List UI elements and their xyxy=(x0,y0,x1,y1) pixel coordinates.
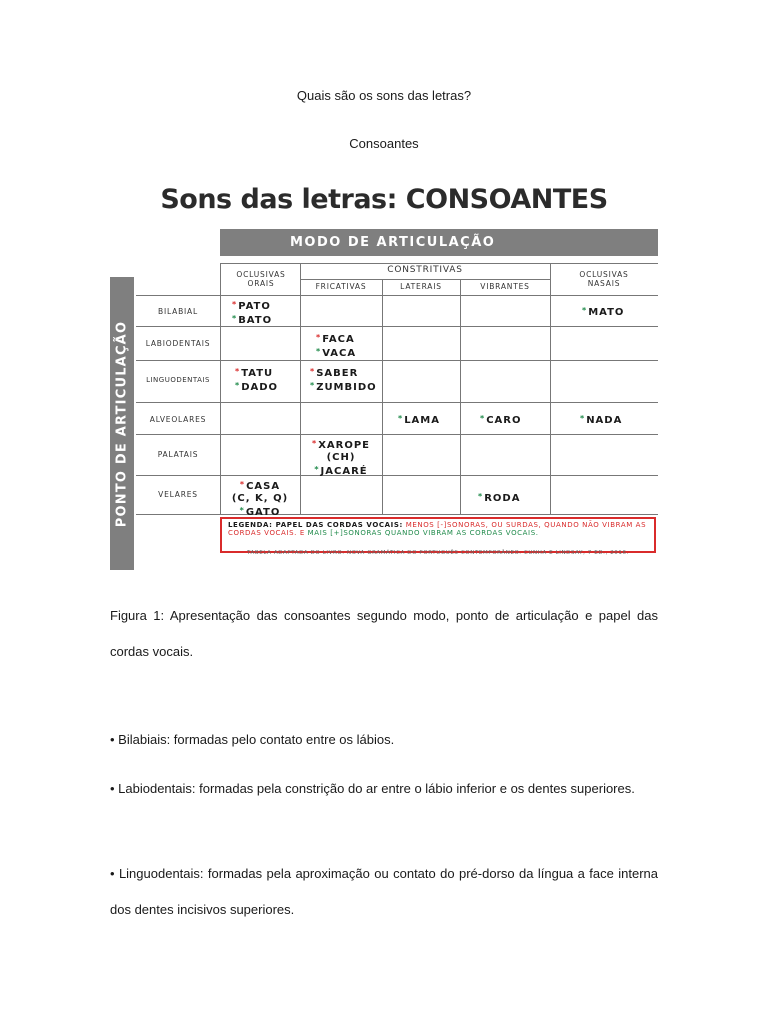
voiceless-marker: * xyxy=(239,480,246,489)
voiced-marker: * xyxy=(316,347,322,356)
legend-connector: E xyxy=(299,529,305,537)
grid-line xyxy=(136,360,658,361)
word-jacare: JACARÉ xyxy=(320,466,368,477)
grid-line xyxy=(550,263,551,515)
row-label-linguodentais: LINGUODENTAIS xyxy=(146,376,210,384)
col-header-laterais: LATERAIS xyxy=(400,282,442,291)
voiced-marker: * xyxy=(398,414,404,423)
voiced-marker: * xyxy=(478,492,484,501)
grid-line xyxy=(136,326,658,327)
word-pato: PATO xyxy=(238,301,271,312)
voiced-marker: * xyxy=(480,414,486,423)
grid-line xyxy=(136,514,658,515)
word-gato: GATO xyxy=(245,507,281,518)
col-header-constritivas: CONSTRITIVAS xyxy=(387,265,463,275)
col-header-fricativas: FRICATIVAS xyxy=(315,282,367,291)
col-header-oclusivas-nasais: OCLUSIVAS NASAIS xyxy=(579,270,629,288)
figure-caption: Figura 1: Apresentação das consoantes segundo modo, ponto de articulação e papel das cordas vocais. xyxy=(110,608,658,659)
word-caro: CARO xyxy=(486,415,522,426)
grid-line xyxy=(136,295,658,296)
voiced-marker: * xyxy=(235,381,241,390)
col-header-oclusivas-orais: OCLUSIVAS ORAIS xyxy=(236,270,286,288)
word-roda: RODA xyxy=(484,493,521,504)
voiceless-marker: * xyxy=(316,333,322,342)
voiced-marker: * xyxy=(232,314,238,323)
voiced-marker: * xyxy=(314,465,320,474)
col-header-vibrantes: VIBRANTES xyxy=(480,282,530,291)
paragraph-linguodentais: • Linguodentais: formadas pela aproximação ou contato do pré-dorso da língua a face interna dos dentes incisivos superiores. xyxy=(110,866,658,917)
word-tatu: TATU xyxy=(241,368,274,379)
word-mato: MATO xyxy=(588,307,625,318)
legend-source: TABELA ADAPTADA DO LIVRO: NOVA GRAMÁTICA DO PORTUGUÊS CONTEMPORÂNEO. CUNHA E LINDSAY, 7 ED., 2016. xyxy=(247,550,629,556)
cell-linguodentais-orais xyxy=(235,366,278,394)
word-faca: FACA xyxy=(322,334,355,345)
consonants-figure xyxy=(110,178,658,570)
cell-velares-orais xyxy=(220,479,300,519)
word-saber: SABER xyxy=(316,368,359,379)
cell-velares-vibrantes xyxy=(478,491,520,505)
word-zumbido: ZUMBIDO xyxy=(316,382,377,393)
section-subtitle: Consoantes xyxy=(349,136,419,151)
word-dado: DADO xyxy=(241,382,279,393)
modo-header-bar xyxy=(220,229,658,256)
word-bato: BATO xyxy=(238,315,273,326)
legend-lead: LEGENDA: PAPEL DAS CORDAS VOCAIS: xyxy=(228,521,403,529)
cell-bilabial-orais xyxy=(232,299,272,327)
cell-linguodentais-fricativas xyxy=(310,366,377,394)
cell-bilabial-nasais xyxy=(582,305,624,319)
word-lama: LAMA xyxy=(404,415,440,426)
grid-line xyxy=(136,402,658,403)
modo-header-label: MODO DE ARTICULAÇÃO xyxy=(290,235,496,250)
row-label-bilabial: BILABIAL xyxy=(158,307,198,316)
word-casa: CASA xyxy=(246,481,281,492)
word-vaca: VACA xyxy=(322,348,357,359)
cell-palatais-fricativas xyxy=(300,438,382,478)
row-label-velares: VELARES xyxy=(158,490,198,499)
row-label-alveolares: ALVEOLARES xyxy=(149,415,207,424)
row-label-labiodentais: LABIODENTAIS xyxy=(145,339,211,348)
grid-line xyxy=(136,434,658,435)
grid-line xyxy=(220,263,221,515)
legend-voiceless: MENOS [-]SONORAS, OU SURDAS, QUANDO NÃO VIBRAM AS CORDAS VOCAIS. xyxy=(228,521,647,537)
cell-alveolares-nasais xyxy=(580,413,622,427)
legend-voiced: MAIS [+]SONORAS QUANDO VIBRAM AS CORDAS VOCAIS. xyxy=(307,529,539,537)
voiced-marker: * xyxy=(582,306,588,315)
page-title: Quais são os sons das letras? xyxy=(296,88,472,103)
grid-line xyxy=(220,263,658,264)
row-label-palatais: PALATAIS xyxy=(157,450,199,459)
voiced-marker: * xyxy=(310,381,316,390)
ponto-header-label: PONTO DE ARTICULAÇÃO xyxy=(114,320,130,527)
cell-alveolares-laterais xyxy=(398,413,440,427)
grid-line xyxy=(136,475,658,476)
paragraph-bilabiais: • Bilabiais: formadas pelo contato entre os lábios. xyxy=(110,732,395,747)
paragraph-labiodentais: • Labiodentais: formadas pela constrição do ar entre o lábio inferior e os dentes superiores. xyxy=(110,781,635,796)
note-ch: (CH) xyxy=(326,452,356,463)
ponto-header-bar xyxy=(110,277,134,570)
voiced-marker: * xyxy=(239,506,245,515)
voiceless-marker: * xyxy=(312,439,318,448)
grid-line xyxy=(300,279,550,280)
grid-line xyxy=(460,279,461,515)
voiceless-marker: * xyxy=(310,367,316,376)
grid-line xyxy=(382,279,383,515)
word-xarope: XAROPE xyxy=(318,440,370,451)
voiced-marker: * xyxy=(580,414,586,423)
cell-alveolares-vibrantes xyxy=(480,413,521,427)
cell-labiodentais-fricativas xyxy=(316,332,356,360)
figure-title: Sons das letras: CONSOANTES xyxy=(160,184,608,215)
voiceless-marker: * xyxy=(232,300,238,309)
voiceless-marker: * xyxy=(235,367,241,376)
legend-box xyxy=(220,517,656,553)
word-nada: NADA xyxy=(586,415,623,426)
note-ckq: (C, K, Q) xyxy=(231,493,289,504)
